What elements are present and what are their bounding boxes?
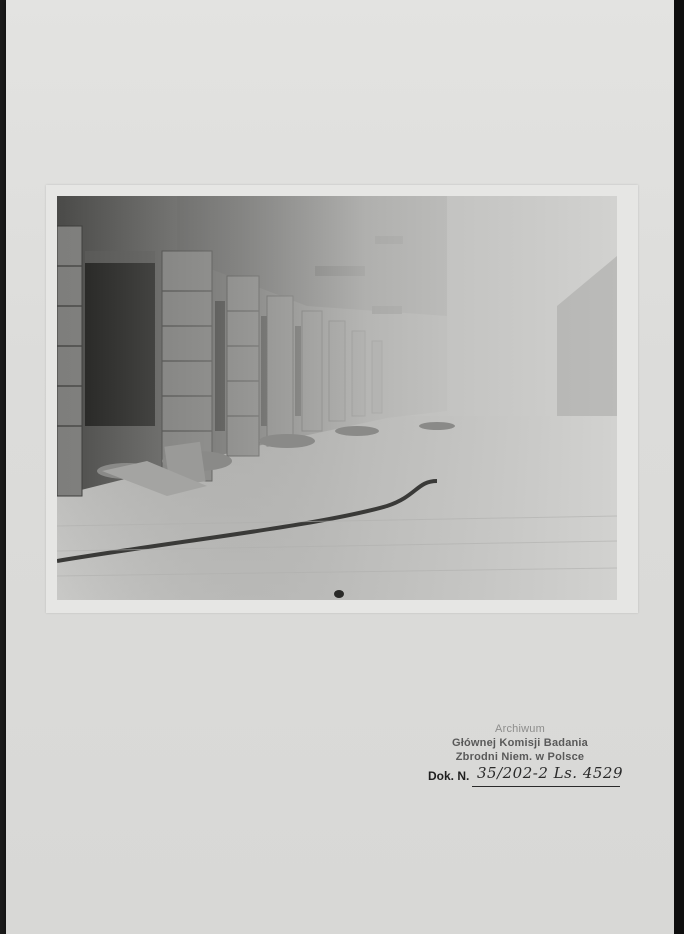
document-number-label: Dok. N.: [428, 769, 470, 783]
page-edge-shadow: [674, 0, 684, 934]
document-number-value: 35/202-2 Ls. 4529: [477, 764, 624, 782]
stamp-line-archive: Archiwum: [495, 723, 545, 735]
archive-stamp: [420, 720, 660, 800]
stamp-line-crimes: Zbrodni Niem. w Polsce: [455, 751, 585, 763]
stamp-line-commission: Głównej Komisji Badania: [451, 737, 588, 749]
street-photograph: [57, 196, 617, 600]
photo-image: [57, 196, 617, 600]
stamp-underline: [472, 786, 620, 787]
